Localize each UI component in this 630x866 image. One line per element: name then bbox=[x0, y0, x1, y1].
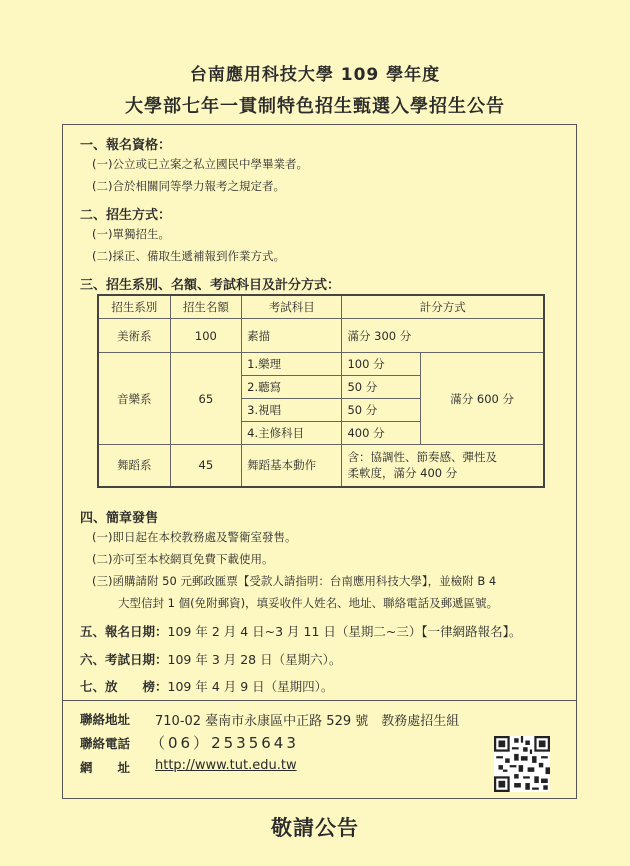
header-score: 計分方式 bbox=[342, 295, 544, 319]
section-6 bbox=[80, 650, 341, 668]
section-4-item-3: (三)函購請附 50 元郵政匯票【受款人請指明：台南應用科技大學】，並檢附 B 4 bbox=[92, 574, 497, 588]
art-dept: 美術系 bbox=[98, 319, 170, 353]
header-dept: 招生系別 bbox=[98, 295, 170, 319]
section-5-label: 五、報名日期： bbox=[80, 624, 168, 639]
section-4-item-2: (二)亦可至本校網頁免費下載使用。 bbox=[92, 552, 274, 566]
music-score-4: 400 分 bbox=[342, 422, 421, 445]
dance-score bbox=[342, 445, 544, 487]
section-4-item-4: 大型信封 1 個(免附郵資)，填妥收件人姓名、地址、聯絡電話及郵遞區號。 bbox=[118, 596, 499, 610]
phone-value: （06）2535643 bbox=[150, 734, 299, 752]
music-score-1: 100 分 bbox=[342, 353, 421, 376]
music-score-3: 50 分 bbox=[342, 399, 421, 422]
footer-notice: 敬請公告 bbox=[271, 816, 359, 840]
music-subject-4: 4.主修科目 bbox=[242, 422, 342, 445]
web-label: 網 址 bbox=[80, 760, 131, 775]
music-score-2: 50 分 bbox=[342, 376, 421, 399]
address-label: 聯絡地址 bbox=[80, 712, 131, 727]
dance-score-line1: 含：協調性、節奏感、彈性及 bbox=[347, 450, 497, 465]
art-quota: 100 bbox=[170, 319, 242, 353]
section-6-value: 109 年 3 月 28 日（星期六）。 bbox=[167, 652, 342, 667]
music-quota: 65 bbox=[170, 353, 242, 445]
art-subject: 素描 bbox=[242, 319, 342, 353]
section-2-heading: 二、招生方式： bbox=[80, 208, 172, 223]
section-1-item-1: (一)公立或已立案之私立國民中學畢業者。 bbox=[92, 157, 308, 171]
section-4-item-1: (一)即日起在本校教務處及警衛室發售。 bbox=[92, 530, 297, 544]
qr-code-icon bbox=[494, 736, 550, 792]
contact-divider bbox=[62, 700, 577, 701]
dance-subject: 舞蹈基本動作 bbox=[242, 445, 342, 487]
section-7-value: 109 年 4 月 9 日（星期四）。 bbox=[167, 679, 334, 694]
address-value: 710-02 臺南市永康區中正路 529 號 教務處招生組 bbox=[155, 714, 460, 729]
section-4-heading: 四、簡章發售 bbox=[80, 511, 159, 526]
section-5-value: 109 年 2 月 4 日~3 月 11 日（星期二~三）【一律網路報名】。 bbox=[167, 624, 522, 639]
music-subject-3: 3.視唱 bbox=[242, 399, 342, 422]
art-score: 滿分 300 分 bbox=[342, 319, 544, 353]
dance-dept: 舞蹈系 bbox=[98, 445, 170, 487]
dance-quota: 45 bbox=[170, 445, 242, 487]
notice-title-line2: 大學部七年一貫制特色招生甄選入學招生公告 bbox=[125, 96, 505, 117]
section-3-heading: 三、招生系別、名額、考試科目及計分方式： bbox=[80, 278, 341, 293]
music-dept: 音樂系 bbox=[98, 353, 170, 445]
dance-score-line2: 柔軟度，滿分 400 分 bbox=[347, 466, 458, 481]
admission-table bbox=[97, 294, 545, 488]
section-2-item-2: (二)採正、備取生遞補報到作業方式。 bbox=[92, 249, 285, 263]
notice-title-line1: 台南應用科技大學 109 學年度 bbox=[189, 65, 441, 85]
section-5 bbox=[80, 622, 521, 640]
music-total: 滿分 600 分 bbox=[421, 353, 544, 445]
section-7-label: 七、放 榜： bbox=[80, 679, 168, 694]
section-1-item-2: (二)合於相關同等學力報考之規定者。 bbox=[92, 179, 285, 193]
section-7 bbox=[80, 677, 333, 695]
music-subject-2: 2.聽寫 bbox=[242, 376, 342, 399]
website-link[interactable]: http://www.tut.edu.tw bbox=[155, 758, 297, 773]
header-subject: 考試科目 bbox=[242, 295, 342, 319]
section-6-label: 六、考試日期： bbox=[80, 652, 168, 667]
phone-label: 聯絡電話 bbox=[80, 736, 131, 751]
section-2-item-1: (一)單獨招生。 bbox=[92, 227, 170, 241]
section-1-heading: 一、報名資格： bbox=[80, 138, 172, 153]
header-quota: 招生名額 bbox=[170, 295, 242, 319]
music-subject-1: 1.樂理 bbox=[242, 353, 342, 376]
